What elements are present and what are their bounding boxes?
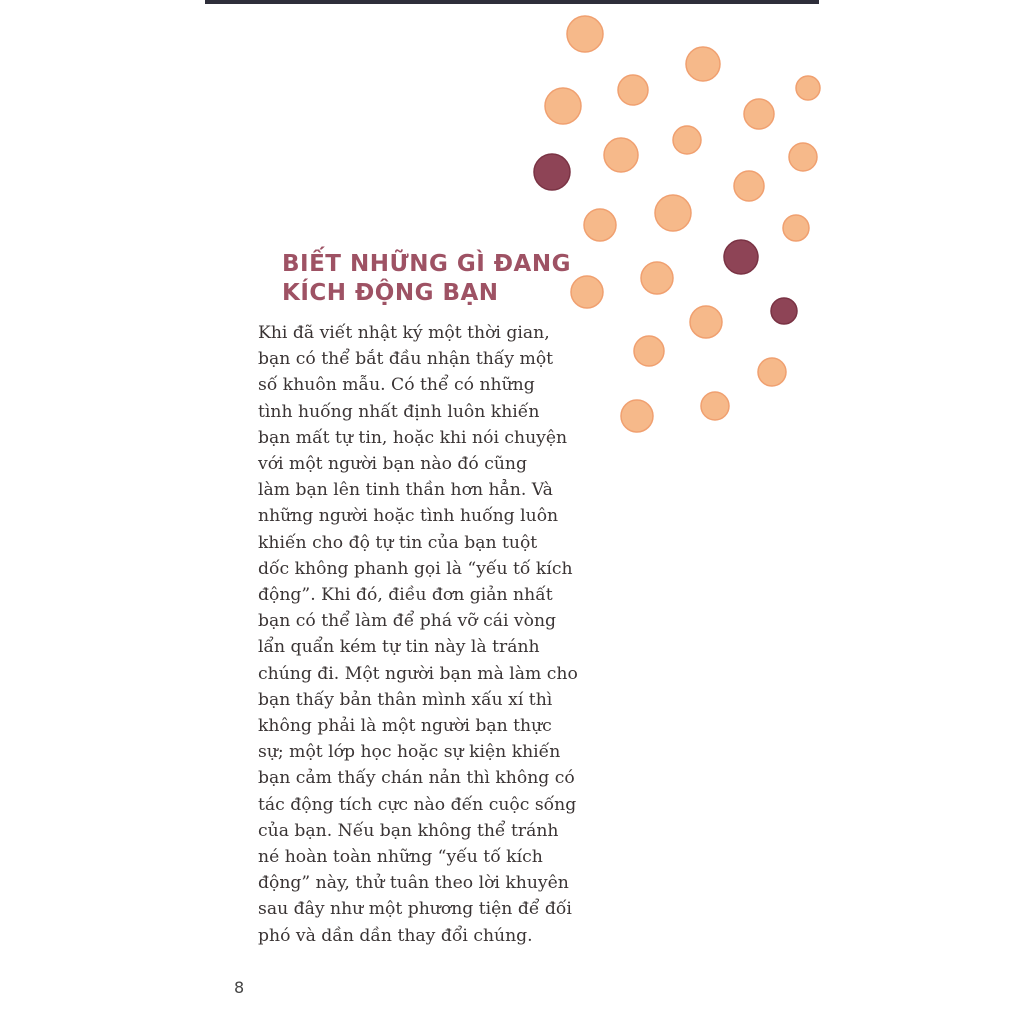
body-line: lẩn quẩn kém tự tin này là tránh [258, 637, 540, 658]
body-line: sau đây như một phương tiện để đối [258, 899, 572, 920]
heading-line: KÍCH ĐỘNG BẠN [282, 280, 499, 306]
peach-dot [789, 143, 817, 171]
heading-line: BIẾT NHỮNG GÌ ĐANG [282, 251, 571, 277]
body-line: bạn cảm thấy chán nản thì không có [258, 768, 575, 789]
page-number: 8 [234, 978, 245, 997]
body-line: với một người bạn nào đó cũng [258, 454, 527, 475]
peach-dot [673, 126, 701, 154]
body-line: Khi đã viết nhật ký một thời gian, [258, 323, 550, 343]
peach-dot [734, 171, 764, 201]
peach-dot [701, 392, 729, 420]
peach-dot [690, 306, 722, 338]
body-line: chúng đi. Một người bạn mà làm cho [258, 663, 578, 684]
peach-dot [783, 215, 809, 241]
body-line: khiến cho độ tự tin của bạn tuột [258, 532, 538, 553]
peach-dot [545, 88, 581, 124]
plum-dot [534, 154, 570, 190]
body-line: né hoàn toàn những “yếu tố kích [258, 847, 543, 868]
peach-dot [618, 75, 648, 105]
body-line: tình huống nhất định luôn khiến [258, 401, 540, 422]
body-line: bạn có thể bắt đầu nhận thấy một [258, 349, 554, 370]
body-line: bạn mất tự tin, hoặc khi nói chuyện [258, 427, 568, 448]
body-paragraph [258, 320, 638, 949]
body-line: sự; một lớp học hoặc sự kiện khiến [258, 742, 561, 763]
peach-dot [758, 358, 786, 386]
body-line: dốc không phanh gọi là “yếu tố kích [258, 558, 573, 579]
body-line: số khuôn mẫu. Có thể có những [258, 375, 535, 396]
peach-dot [604, 138, 638, 172]
peach-dot [796, 76, 820, 100]
body-line: của bạn. Nếu bạn không thể tránh [258, 820, 559, 841]
peach-dot [567, 16, 603, 52]
plum-dot [771, 298, 797, 324]
section-heading [282, 250, 602, 308]
plum-dot [724, 240, 758, 274]
body-line: phó và dần dần thay đổi chúng. [258, 925, 533, 946]
body-line: làm bạn lên tinh thần hơn hẳn. Và [258, 480, 553, 501]
body-line: không phải là một người bạn thực [258, 716, 552, 737]
peach-dot [655, 195, 691, 231]
body-line: động”. Khi đó, điều đơn giản nhất [258, 585, 553, 606]
peach-dot [744, 99, 774, 129]
body-line: những người hoặc tình huống luôn [258, 506, 559, 527]
peach-dot [641, 262, 673, 294]
body-line: động” này, thử tuân theo lời khuyên [258, 873, 569, 894]
peach-dot [634, 336, 664, 366]
body-line: tác động tích cực nào đến cuộc sống [258, 794, 577, 815]
body-line: bạn thấy bản thân mình xấu xí thì [258, 689, 553, 710]
peach-dot [584, 209, 616, 241]
body-line: bạn có thể làm để phá vỡ cái vòng [258, 611, 557, 632]
peach-dot [686, 47, 720, 81]
